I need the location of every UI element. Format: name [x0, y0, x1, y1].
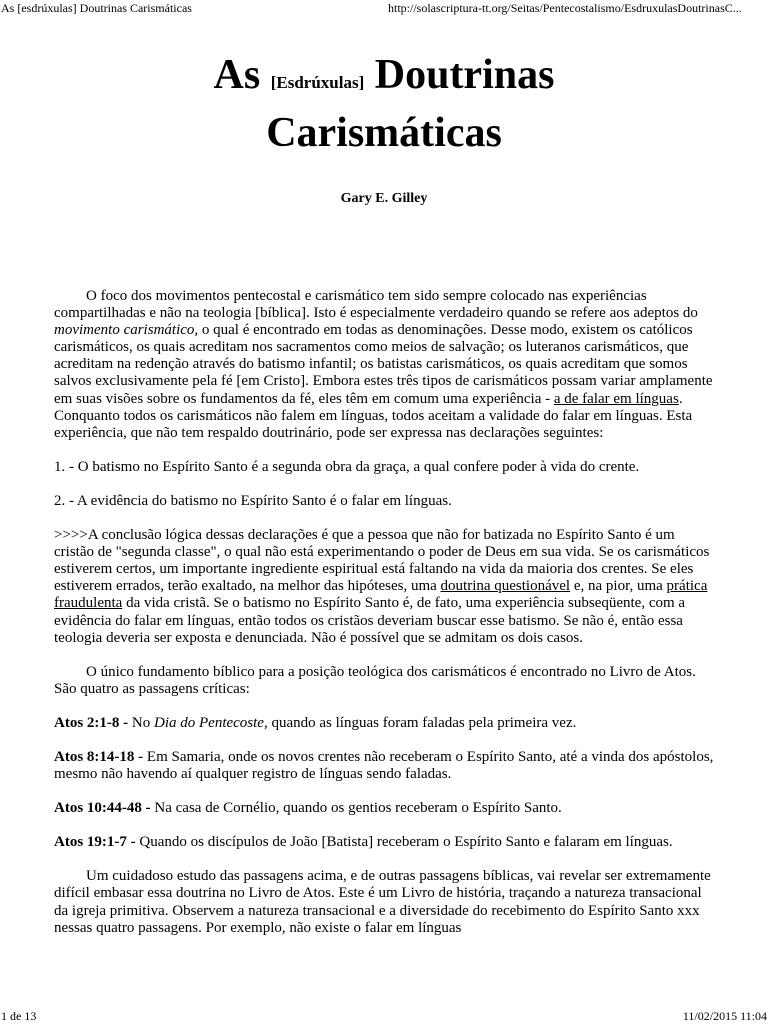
text-span: Em Samaria, onde os novos crentes não receberam o Espírito Santo, até a vinda dos apóstolos, mesmo não havendo aí qualquer registro de línguas sendo faladas. [54, 748, 714, 783]
title-part-esdruxulas: [Esdrúxulas] [270, 73, 365, 92]
emphasis-text: movimento carismático [54, 322, 195, 339]
text-span: e, na pior, uma [570, 578, 667, 595]
list-item-2: 2. - A evidência do batismo no Espírito Santo é o falar em línguas. [54, 492, 452, 509]
paragraph-intro [54, 288, 714, 442]
paragraph-study: Um cuidadoso estudo das passagens acima, e de outras passagens bíblicas, vai revelar ser extremamente difícil embasar essa doutrina no Livro de Atos. Este é um Livro de história, traçando a natureza transacional da igreja primitiva. Observem a natureza transacional e a diversidade do recebimento do Espírito Santo xxx nessas quatro passagens. Por exemplo, não existe o falar em línguas [54, 868, 711, 936]
list-item-1: 1. - O batismo no Espírito Santo é a segunda obra da graça, a qual confere poder à vida do crente. [54, 458, 640, 475]
title-part-carismaticas: Carismáticas [266, 110, 502, 156]
text-span: . Conquanto todos os carismáticos não falem em línguas, todos aceitam a validade do falar em línguas. Esta experiência, que não tem respaldo doutrinário, pode ser expressa nas declarações seguintes: [54, 390, 693, 441]
passage-reference: Atos 8:14-18 - [54, 748, 144, 765]
header-page-title: As [esdrúxulas] Doutrinas Carismáticas [1, 1, 192, 15]
paragraph-foundation: O único fundamento bíblico para a posição teológica dos carismáticos é encontrado no Livro de Atos. São quatro as passagens críticas: [54, 663, 696, 697]
title-part-doutrinas: Doutrinas [364, 52, 555, 98]
title-part-as: As [213, 52, 271, 98]
text-span: da vida cristã. Se o batismo no Espírito Santo é, de fato, uma experiência subseqüente, com a evidência do falar em línguas, então todos os cristãos deveriam buscar esse batismo. Se não é, então essa teologia deveria ser exposta e denunciada. Não é possível que se admitam os dois casos. [54, 595, 686, 646]
passage-atos-19 [54, 834, 714, 851]
text-span: No [128, 714, 154, 731]
author-name: Gary E. Gilley [340, 191, 428, 206]
underlined-text: doutrina questionável [440, 578, 571, 595]
passage-reference: Atos 19:1-7 - [54, 834, 136, 851]
text-span: , quando as línguas foram faladas pela primeira vez. [263, 714, 577, 731]
print-timestamp: 11/02/2015 11:04 [682, 1009, 767, 1023]
text-span: , o qual é encontrado em todas as denominações. Desse modo, existem os católicos carismáticos, os quais acreditam nos sacramentos como meios de salvação; os luteranos carismáticos, que acreditam na redenção através do batismo infantil; os batistas carismáticos, os quais acreditam que somos salvos exclusivamente pela fé [em Cristo]. Embora estes três tipos de carismáticos possam variar amplamente em suas visões sobre os fundamentos da fé, eles têm em comum uma experiência - [54, 322, 713, 407]
text-span: >>>>A conclusão lógica dessas declarações é que a pessoa que não for batizada no Espírito Santo é um cristão de "segunda classe", o qual não está experimentando o poder de Deus em sua vida. Se os carismáticos estiverem certos, um importante ingrediente espiritual está faltando na vida da maioria dos crentes. Se eles estiverem errados, terão exaltado, na melhor das hipóteses, uma [54, 527, 710, 595]
document-title [0, 50, 768, 158]
underlined-text: prática fraudulenta [54, 578, 708, 612]
passage-atos-10 [54, 800, 714, 817]
passage-atos-2 [54, 715, 714, 732]
text-span: O foco dos movimentos pentecostal e carismático tem sido sempre colocado nas experiências compartilhadas e não na teologia [bíblica]. Isto é especialmente verdadeiro quando se refere aos adeptos do [54, 288, 698, 322]
passage-reference: Atos 2:1-8 - [54, 714, 129, 731]
article-body [54, 288, 714, 954]
underlined-text: a de falar em línguas [553, 390, 679, 407]
passage-reference: Atos 10:44-48 - [54, 800, 151, 817]
paragraph-conclusion [54, 527, 714, 647]
header-url: http://solascriptura-tt.org/Seitas/Pentecostalismo/EsdruxulasDoutrinasC... [388, 1, 742, 15]
text-span: Na casa de Cornélio, quando os gentios receberam o Espírito Santo. [150, 800, 562, 817]
page-number: 1 de 13 [1, 1009, 37, 1023]
passage-atos-8 [54, 749, 714, 783]
text-span: Quando os discípulos de João [Batista] receberam o Espírito Santo e falaram em línguas. [135, 834, 673, 851]
emphasis-text: Dia do Pentecoste [154, 714, 264, 731]
